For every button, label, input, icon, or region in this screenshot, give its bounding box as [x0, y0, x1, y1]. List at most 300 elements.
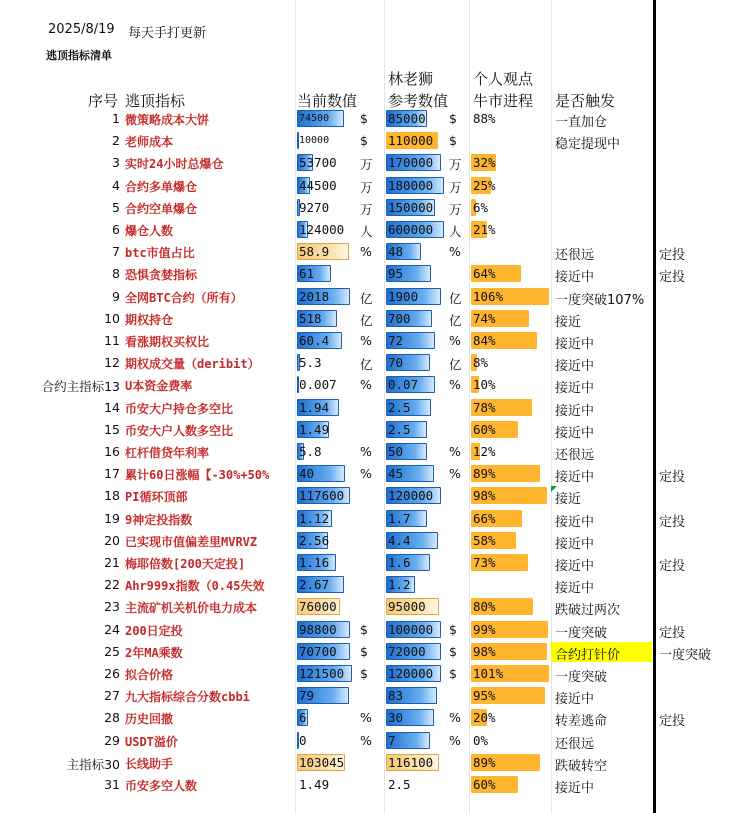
list-title: 逃顶指标清单 [46, 49, 112, 62]
current-unit: $ [360, 666, 368, 681]
current-value: 103045 [299, 754, 345, 770]
current-value-cell [297, 420, 352, 440]
current-value: 1.16 [299, 555, 330, 570]
reference-value: 72000 [388, 643, 426, 659]
progress-value: 80% [473, 599, 496, 615]
reference-value: 30 [388, 710, 404, 726]
trigger-status: 接近中 [555, 536, 595, 552]
reference-value: 116100 [388, 754, 434, 770]
current-value-cell [297, 708, 352, 728]
current-unit: % [360, 466, 372, 482]
indicator-name: 期权持仓 [125, 312, 174, 327]
current-unit: 人 [360, 224, 373, 239]
row-seq: 8 [112, 266, 120, 282]
indicator-name: 币安大户人数多空比 [125, 423, 234, 438]
progress-cell [471, 353, 549, 373]
trigger-status: 接近中 [555, 559, 595, 574]
progress-cell [471, 731, 549, 751]
row-seq: 27 [104, 688, 120, 704]
table-row [0, 197, 747, 219]
table-row [0, 419, 747, 441]
table-row [0, 752, 747, 774]
indicator-name: 杠杆借贷年利率 [125, 446, 210, 460]
reference-unit: $ [449, 666, 457, 681]
progress-cell [471, 553, 549, 573]
trigger-status: 还很远 [555, 248, 595, 264]
current-value: 121500 [299, 666, 345, 681]
indicator-name: 合约空单爆仓 [125, 201, 198, 216]
reference-value-cell [386, 775, 444, 795]
row-seq: 23 [104, 599, 120, 615]
table-row [0, 530, 747, 552]
progress-cell [471, 176, 549, 196]
trigger-status: 一度突破 [555, 670, 608, 685]
action-note: 定投 [659, 470, 686, 486]
current-value-cell [297, 309, 352, 329]
progress-header: 牛市进程 [473, 92, 534, 110]
trigger-status: 接近中 [555, 581, 595, 597]
current-value: 2.67 [299, 577, 330, 593]
table-row [0, 641, 747, 663]
indicator-name: 已实现市值偏差里MVRVZ [125, 534, 258, 549]
progress-value: 99% [473, 621, 496, 637]
reference-value: 72 [388, 333, 404, 348]
indicator-name: USDT溢价 [125, 734, 178, 749]
column-divider [653, 0, 656, 813]
reference-unit: % [449, 377, 461, 393]
indicator-header: 逃顶指标 [125, 92, 186, 110]
current-value-cell [297, 176, 352, 196]
trigger-status: 一度突破107% [555, 292, 645, 308]
current-unit: 万 [360, 157, 373, 173]
progress-cell [471, 109, 549, 129]
indicator-name: 期权成交量（deribit） [125, 357, 260, 372]
progress-cell [471, 398, 549, 418]
reference-value: 7 [388, 732, 396, 748]
current-unit: % [360, 710, 372, 726]
trigger-status: 稳定提现中 [555, 137, 621, 153]
progress-value: 60% [473, 421, 496, 437]
progress-cell [471, 686, 549, 706]
current-value-cell [297, 353, 352, 373]
row-seq: 26 [104, 666, 120, 681]
progress-value: 20% [473, 710, 496, 726]
reference-unit: % [449, 333, 461, 348]
reference-value: 48 [388, 244, 404, 260]
current-value-cell [297, 153, 352, 173]
current-value-cell [297, 287, 352, 307]
current-value-cell [297, 531, 352, 551]
progress-cell [471, 420, 549, 440]
table-row [0, 619, 747, 641]
reference-value: 70 [388, 355, 404, 371]
reference-unit: 万 [449, 179, 462, 195]
current-unit: $ [360, 643, 368, 659]
reference-value-cell [386, 398, 444, 418]
progress-value: 25% [473, 177, 496, 193]
reference-unit: % [449, 710, 461, 726]
reference-value: 1.7 [388, 510, 411, 526]
reference-value-cell [386, 442, 444, 462]
current-value: 117600 [299, 488, 345, 504]
current-value: 61 [299, 266, 315, 282]
progress-value: 84% [473, 333, 496, 348]
reference-value-cell [386, 664, 444, 684]
row-seq: 22 [104, 577, 120, 593]
current-value: 6 [299, 710, 307, 726]
current-value: 5.3 [299, 355, 322, 371]
current-value-cell [297, 775, 352, 795]
action-note: 定投 [659, 625, 686, 641]
reference-value: 120000 [388, 488, 434, 504]
reference-value-cell [386, 353, 444, 373]
trigger-status: 接近中 [555, 514, 595, 530]
trigger-status: 还很远 [555, 736, 595, 752]
reference-value: 1.6 [388, 555, 411, 570]
reference-value: 85000 [388, 111, 426, 126]
indicator-name: PI循环顶部 [125, 490, 188, 505]
progress-cell [471, 198, 549, 218]
reference-value: 170000 [388, 155, 434, 171]
reference-unit: 亿 [449, 357, 462, 373]
current-value-cell [297, 398, 352, 418]
progress-value: 78% [473, 399, 496, 415]
current-value-cell [297, 731, 352, 751]
table-row [0, 441, 747, 463]
trigger-status: 转差逃命 [555, 714, 608, 730]
current-value: 98800 [299, 621, 337, 637]
trigger-status: 接近中 [555, 337, 595, 352]
row-seq: 6 [112, 222, 120, 237]
trigger-status: 跌破转空 [555, 758, 608, 774]
row-seq: 28 [104, 710, 120, 726]
current-value: 44500 [299, 177, 337, 193]
reference-unit: % [449, 466, 461, 482]
action-note: 定投 [659, 514, 686, 530]
current-unit: % [360, 732, 372, 748]
trigger-status: 一度突破 [555, 625, 608, 641]
table-row [0, 552, 747, 574]
current-value: 60.4 [299, 333, 330, 348]
reference-value: 2.5 [388, 421, 411, 437]
reference-value: 2.5 [388, 399, 411, 415]
table-row [0, 574, 747, 596]
progress-cell [471, 486, 549, 506]
current-value-cell [297, 509, 352, 529]
triggered-header: 是否触发 [555, 92, 616, 110]
table-row [0, 663, 747, 685]
row-seq: 4 [112, 177, 120, 193]
row-seq: 10 [104, 310, 120, 326]
current-value-cell [297, 664, 352, 684]
reference-value-cell [386, 531, 444, 551]
progress-value: 101% [473, 666, 504, 681]
progress-cell [471, 509, 549, 529]
reference-value-cell [386, 575, 444, 595]
indicator-name: 微策略成本大饼 [125, 113, 210, 127]
indicator-name: 2年MA乘数 [125, 645, 183, 660]
reference-value: 2.5 [388, 777, 411, 792]
progress-top-header: 个人观点 [473, 70, 534, 88]
trigger-status: 一直加仓 [555, 115, 608, 130]
current-value: 1.49 [299, 421, 330, 437]
row-seq: 21 [104, 555, 120, 570]
row-seq: 9 [112, 288, 120, 304]
reference-value: 95 [388, 266, 404, 282]
reference-value: 83 [388, 688, 404, 704]
trigger-status: 接近 [555, 314, 582, 330]
progress-cell [471, 287, 549, 307]
indicator-name: 看涨期权买权比 [125, 335, 210, 349]
reference-unit: $ [449, 133, 457, 149]
current-value: 1.12 [299, 510, 330, 526]
reference-value-cell [386, 620, 444, 640]
reference-value-cell [386, 686, 444, 706]
current-value-cell [297, 597, 352, 617]
row-seq: 31 [104, 777, 120, 792]
current-value-cell [297, 331, 352, 351]
progress-value: 60% [473, 777, 496, 792]
action-note: 定投 [659, 714, 686, 730]
current-value-cell [297, 464, 352, 484]
reference-unit: 万 [449, 157, 462, 173]
action-note: 定投 [659, 559, 686, 574]
current-unit: 亿 [360, 312, 373, 328]
current-value-cell [297, 264, 352, 284]
reference-value: 95000 [388, 599, 426, 615]
progress-value: 32% [473, 155, 496, 171]
progress-value: 8% [473, 355, 489, 371]
indicator-name: 梅耶倍数[200天定投] [125, 557, 246, 571]
reference-value: 180000 [388, 177, 434, 193]
current-unit: % [360, 377, 372, 393]
trigger-status: 合约打针价 [551, 642, 652, 662]
table-row [0, 286, 747, 308]
current-value-cell [297, 109, 352, 129]
current-unit: $ [360, 133, 368, 149]
current-value-cell [297, 753, 352, 773]
row-seq: 主指标30 [66, 756, 120, 772]
current-value-cell [297, 553, 352, 573]
sheet-date: 2025/8/19 [48, 22, 115, 37]
reference-value: 150000 [388, 199, 434, 215]
seq-header: 序号 [88, 92, 119, 110]
trigger-status: 接近中 [555, 403, 595, 419]
trigger-status: 接近 [555, 492, 582, 508]
indicator-name: 九大指标综合分数cbbi [125, 690, 250, 705]
reference-value-cell [386, 553, 444, 573]
current-value-cell [297, 198, 352, 218]
reference-value-cell [386, 131, 444, 151]
current-value-cell [297, 242, 352, 262]
reference-value: 1900 [388, 288, 419, 304]
progress-value: 0% [473, 732, 489, 748]
row-seq: 29 [104, 732, 120, 748]
current-value-cell [297, 220, 352, 240]
reference-unit: 万 [449, 201, 462, 217]
indicator-name: 币安多空人数 [125, 779, 198, 793]
progress-cell [471, 575, 549, 595]
table-row [0, 108, 747, 130]
current-unit: 亿 [360, 357, 373, 373]
reference-unit: 人 [449, 224, 462, 239]
current-value: 0 [299, 732, 307, 748]
reference-value-cell [386, 153, 444, 173]
reference-value-cell [386, 731, 444, 751]
reference-value: 50 [388, 444, 404, 459]
current-unit: $ [360, 111, 368, 126]
reference-unit: % [449, 444, 461, 459]
current-value: 1.49 [299, 777, 330, 792]
action-note: 定投 [659, 270, 686, 286]
progress-cell [471, 153, 549, 173]
table-row [0, 263, 747, 285]
progress-value: 98% [473, 643, 496, 659]
current-value: 70700 [299, 643, 337, 659]
table-row [0, 352, 747, 374]
progress-value: 6% [473, 199, 489, 215]
indicator-name: 历史回撤 [125, 712, 174, 727]
indicator-name: 全网BTC合约（所有） [125, 290, 243, 305]
reference-value-cell [386, 220, 444, 240]
current-value: 518 [299, 310, 322, 326]
reference-value-cell [386, 309, 444, 329]
current-value: 9270 [299, 199, 330, 215]
current-value: 79 [299, 688, 315, 704]
row-seq: 14 [104, 399, 120, 415]
indicator-name: 主流矿机关机价电力成本 [125, 601, 258, 616]
current-value-cell [297, 375, 352, 395]
trigger-status: 接近中 [555, 270, 595, 286]
row-seq: 18 [104, 488, 120, 504]
reference-value: 0.07 [388, 377, 419, 393]
progress-cell [471, 464, 549, 484]
current-value: 58.9 [299, 244, 330, 260]
progress-value: 88% [473, 111, 496, 126]
reference-value-cell [386, 486, 444, 506]
trigger-status: 还很远 [555, 448, 595, 463]
reference-unit: $ [449, 111, 457, 126]
reference-value-cell [386, 242, 444, 262]
ref-header: 参考数值 [388, 92, 449, 110]
row-seq: 3 [112, 155, 120, 171]
progress-cell [471, 375, 549, 395]
progress-value: 98% [473, 488, 496, 504]
reference-unit: % [449, 732, 461, 748]
progress-cell [471, 220, 549, 240]
row-seq: 11 [104, 333, 120, 348]
row-seq: 2 [112, 133, 120, 149]
progress-cell [471, 753, 549, 773]
reference-value-cell [386, 708, 444, 728]
reference-value: 4.4 [388, 532, 411, 548]
progress-value: 89% [473, 466, 496, 482]
row-seq: 5 [112, 199, 120, 215]
indicator-name: 长线助手 [125, 756, 174, 771]
reference-value: 700 [388, 310, 411, 326]
progress-value: 89% [473, 754, 496, 770]
reference-value: 45 [388, 466, 404, 482]
reference-value-cell [386, 109, 444, 129]
indicator-name: 老师成本 [125, 135, 174, 150]
current-value-cell [297, 642, 352, 662]
current-value: 76000 [299, 599, 337, 615]
current-value: 124000 [299, 222, 345, 237]
indicator-name: 累计60日涨幅【-30%+50% [125, 468, 270, 483]
current-value-cell [297, 131, 352, 151]
progress-cell [471, 531, 549, 551]
table-row [0, 397, 747, 419]
row-seq: 17 [104, 466, 120, 482]
reference-unit: 亿 [449, 312, 462, 328]
indicator-name: 恐惧贪婪指标 [125, 268, 198, 283]
progress-cell [471, 664, 549, 684]
current-value: 53700 [299, 155, 337, 171]
progress-cell [471, 331, 549, 351]
progress-cell [471, 597, 549, 617]
table-row [0, 685, 747, 707]
current-value: 5.8 [299, 444, 322, 459]
indicator-name: U本资金费率 [125, 379, 193, 394]
reference-value-cell [386, 597, 444, 617]
action-note: 一度突破 [659, 647, 712, 663]
row-seq: 19 [104, 510, 120, 526]
progress-cell [471, 242, 549, 262]
table-row [0, 463, 747, 485]
progress-value: 73% [473, 555, 496, 570]
indicator-name: 拟合价格 [125, 668, 174, 682]
trigger-status: 接近中 [555, 692, 595, 708]
trigger-status: 接近中 [555, 781, 595, 796]
reference-value-cell [386, 464, 444, 484]
reference-value: 120000 [388, 666, 434, 681]
progress-value: 95% [473, 688, 496, 704]
table-row [0, 508, 747, 530]
indicator-name: btc市值占比 [125, 246, 195, 261]
reference-value: 1.2 [388, 577, 411, 593]
current-unit: % [360, 333, 372, 348]
table-row [0, 130, 747, 152]
current-value: 2.56 [299, 532, 330, 548]
current-value-cell [297, 486, 352, 506]
current-value-cell [297, 620, 352, 640]
table-row [0, 241, 747, 263]
row-seq: 15 [104, 421, 120, 437]
reference-value-cell [386, 264, 444, 284]
row-seq: 16 [104, 444, 120, 459]
progress-cell [471, 264, 549, 284]
current-value: 0.007 [299, 377, 337, 393]
row-seq: 7 [112, 244, 120, 260]
reference-value: 600000 [388, 222, 434, 237]
table-row [0, 219, 747, 241]
indicator-name: 200日定投 [125, 623, 183, 638]
progress-cell [471, 442, 549, 462]
current-unit: % [360, 444, 372, 459]
current-unit: 万 [360, 179, 373, 195]
update-note: 每天手打更新 [128, 26, 207, 41]
progress-value: 12% [473, 444, 496, 459]
row-seq: 12 [104, 355, 120, 371]
row-seq: 24 [104, 621, 120, 637]
table-row [0, 374, 747, 396]
progress-value: 58% [473, 532, 496, 548]
trigger-status: 跌破过两次 [555, 603, 621, 619]
reference-unit: % [449, 244, 461, 260]
reference-value-cell [386, 375, 444, 395]
current-unit: % [360, 244, 372, 260]
current-header: 当前数值 [297, 92, 358, 110]
